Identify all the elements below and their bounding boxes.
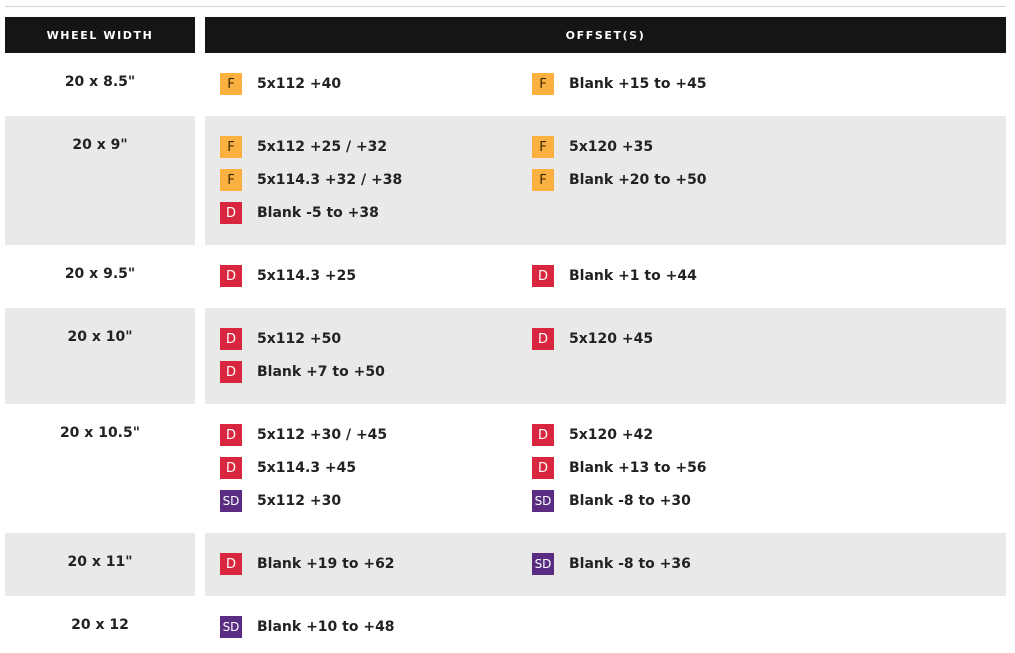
offset-entry (220, 457, 387, 479)
wheel-width-label: 20 x 10.5" (59, 425, 141, 441)
width-cell (5, 116, 195, 245)
offsets-column-right (532, 136, 707, 202)
offsets-column-right (532, 328, 653, 361)
badge-F: F (220, 73, 242, 95)
badge-D: D (220, 553, 242, 575)
offset-entry (220, 73, 341, 95)
offsets-column-left (220, 328, 385, 394)
offsets-column-left (220, 265, 356, 298)
badge-F: F (220, 169, 242, 191)
offset-text: Blank +15 to +45 (569, 76, 707, 92)
width-cell (5, 404, 195, 533)
offset-entry (220, 424, 387, 446)
offset-entry (220, 202, 402, 224)
wheel-width-label: 20 x 11" (67, 554, 133, 570)
offset-text: Blank -8 to +36 (569, 556, 691, 572)
badge-D: D (220, 424, 242, 446)
header-wheel-width: WHEEL WIDTH (5, 17, 195, 53)
offsets-column-right (532, 424, 707, 523)
table-row (5, 404, 1006, 533)
offsets-cell (205, 533, 1006, 596)
badge-SD: SD (532, 553, 554, 575)
wheel-width-label: 20 x 8.5" (64, 74, 136, 90)
width-cell (5, 308, 195, 404)
badge-D: D (220, 457, 242, 479)
table-row (5, 533, 1006, 596)
offset-entry (532, 73, 707, 95)
wheel-width-label: 20 x 12 (71, 617, 129, 633)
offsets-cell (205, 116, 1006, 245)
offset-entry (532, 490, 707, 512)
offset-entry (220, 553, 395, 575)
width-cell (5, 53, 195, 116)
offsets-column-left (220, 553, 395, 586)
offset-text: Blank -5 to +38 (257, 205, 379, 221)
offset-entry (532, 553, 691, 575)
offsets-cell (205, 404, 1006, 533)
table-row (5, 596, 1006, 653)
offset-entry (220, 490, 387, 512)
offsets-cell (205, 596, 1006, 653)
badge-F: F (532, 169, 554, 191)
table-row (5, 245, 1006, 308)
badge-D: D (220, 202, 242, 224)
width-cell (5, 596, 195, 653)
offset-entry (532, 136, 707, 158)
offsets-column-right (532, 265, 697, 298)
wheel-width-label: 20 x 10" (67, 329, 133, 345)
offset-text: 5x112 +40 (257, 76, 342, 92)
badge-SD: SD (532, 490, 554, 512)
offsets-column-left (220, 616, 395, 649)
offset-text: 5x120 +45 (569, 331, 654, 347)
offsets-column-left (220, 424, 387, 523)
badge-D: D (220, 265, 242, 287)
offset-entry (220, 169, 402, 191)
offset-entry (220, 136, 402, 158)
badge-F: F (532, 136, 554, 158)
offset-text: 5x120 +42 (569, 427, 654, 443)
offsets-column-right (532, 553, 691, 586)
offsets-column-right (532, 73, 707, 106)
badge-D: D (532, 265, 554, 287)
offset-entry (220, 616, 395, 638)
offsets-column-left (220, 136, 402, 235)
offsets-column-left (220, 73, 341, 106)
offset-entry (220, 361, 385, 383)
offset-text: Blank +10 to +48 (257, 619, 395, 635)
badge-F: F (532, 73, 554, 95)
width-cell (5, 245, 195, 308)
offset-entry (220, 265, 356, 287)
badge-D: D (532, 457, 554, 479)
offsets-cell (205, 245, 1006, 308)
table-row (5, 116, 1006, 245)
offset-text: 5x112 +30 (257, 493, 342, 509)
offset-text: Blank +7 to +50 (257, 364, 385, 380)
badge-D: D (220, 361, 242, 383)
header-offsets: OFFSET(S) (205, 17, 1006, 53)
offset-text: 5x120 +35 (569, 139, 654, 155)
badge-D: D (532, 328, 554, 350)
offset-entry (532, 328, 653, 350)
offset-text: 5x114.3 +25 (257, 268, 357, 284)
offset-text: Blank -8 to +30 (569, 493, 691, 509)
offset-text: Blank +19 to +62 (257, 556, 395, 572)
offset-entry (220, 328, 385, 350)
offset-entry (532, 424, 707, 446)
wheel-width-label: 20 x 9" (72, 137, 128, 153)
offset-text: Blank +1 to +44 (569, 268, 697, 284)
offset-text: 5x112 +50 (257, 331, 342, 347)
top-divider (5, 6, 1006, 7)
badge-D: D (220, 328, 242, 350)
offset-entry (532, 457, 707, 479)
offset-text: 5x112 +25 / +32 (257, 139, 388, 155)
offset-text: Blank +13 to +56 (569, 460, 707, 476)
badge-D: D (532, 424, 554, 446)
offset-text: 5x112 +30 / +45 (257, 427, 388, 443)
offset-text: Blank +20 to +50 (569, 172, 707, 188)
offsets-cell (205, 53, 1006, 116)
offset-text: 5x114.3 +45 (257, 460, 357, 476)
table-row (5, 53, 1006, 116)
badge-SD: SD (220, 490, 242, 512)
offset-entry (532, 265, 697, 287)
badge-F: F (220, 136, 242, 158)
badge-SD: SD (220, 616, 242, 638)
offset-text: 5x114.3 +32 / +38 (257, 172, 403, 188)
width-cell (5, 533, 195, 596)
wheel-width-label: 20 x 9.5" (64, 266, 136, 282)
offsets-cell (205, 308, 1006, 404)
offset-entry (532, 169, 707, 191)
table-row (5, 308, 1006, 404)
